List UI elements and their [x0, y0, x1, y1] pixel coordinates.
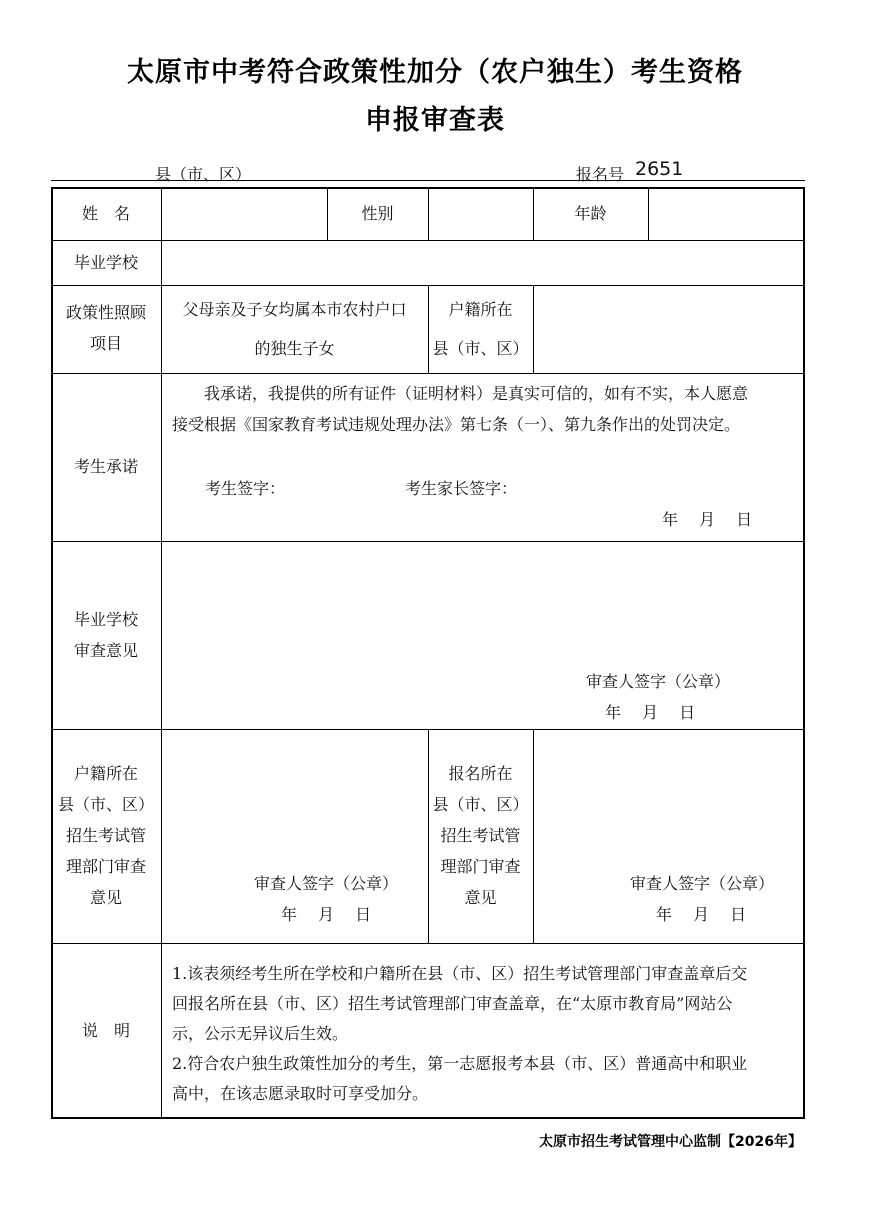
pledge-label: 考生承诺 [73, 457, 138, 476]
dept-left-label-5: 意见 [89, 888, 122, 907]
gender-field[interactable] [429, 188, 533, 240]
school-label: 毕业学校 [73, 253, 138, 272]
dept-left-label-3: 招生考试管 [65, 826, 146, 845]
col-divider [161, 187, 162, 1119]
form-title-line2: 申报审查表 [365, 105, 505, 136]
school-review-label-1: 毕业学校 [73, 610, 138, 629]
hukou-field[interactable] [534, 286, 804, 373]
dept-left-date: 年 月 日 [281, 905, 372, 924]
notes-label: 说 明 [81, 1021, 130, 1040]
school-review-signer: 审查人签字（公章） [586, 672, 731, 691]
policy-label-2: 项目 [89, 334, 122, 353]
parent-sign-label: 考生家长签字： [405, 479, 518, 498]
row-divider [51, 943, 805, 944]
notes-line-5: 高中，在该志愿录取时可享受加分。 [172, 1084, 429, 1103]
dept-mid-label-5: 意见 [464, 888, 497, 907]
age-label: 年龄 [574, 204, 607, 223]
notes-line-4: 2.符合农户独生政策性加分的考生，第一志愿报考本县（市、区）普通高中和职业 [172, 1054, 748, 1073]
school-field[interactable] [162, 241, 804, 285]
name-field[interactable] [162, 188, 327, 240]
notes-line-3: 示，公示无异议后生效。 [172, 1024, 349, 1043]
dept-mid-label-3: 招生考试管 [440, 826, 521, 845]
gender-label: 性别 [361, 204, 394, 223]
dept-mid-label-4: 理部门审查 [440, 857, 521, 876]
dept-left-label-2: 县（市、区） [57, 795, 154, 814]
name-label: 姓 名 [81, 204, 130, 223]
form-title-line1: 太原市中考符合政策性加分（农户独生）考生资格 [127, 57, 743, 88]
dept-left-label-1: 户籍所在 [73, 764, 138, 783]
reg-number-value: 2651 [635, 158, 684, 180]
reg-number-label: 报名号 [576, 165, 625, 184]
student-sign-label: 考生签字： [205, 479, 286, 498]
col-divider [533, 729, 534, 943]
dept-right-date: 年 月 日 [656, 905, 747, 924]
hukou-label-1: 户籍所在 [448, 300, 513, 319]
age-field[interactable] [649, 188, 804, 240]
dept-mid-label-1: 报名所在 [448, 764, 513, 783]
policy-value-2: 的独生子女 [254, 339, 335, 358]
policy-value-1: 父母亲及子女均属本市农村户口 [182, 300, 407, 319]
dept-left-signer: 审查人签字（公章） [254, 874, 399, 893]
footer-issuer: 太原市招生考试管理中心监制【2026年】 [539, 1134, 802, 1150]
notes-line-2: 回报名所在县（市、区）招生考试管理部门审查盖章，在“太原市教育局”网站公 [172, 994, 733, 1013]
pledge-text-1: 我承诺，我提供的所有证件（证明材料）是真实可信的，如有不实，本人愿意 [204, 384, 749, 403]
row-divider [51, 373, 805, 374]
row-divider [51, 541, 805, 542]
notes-line-1: 1.该表须经考生所在学校和户籍所在县（市、区）招生考试管理部门审查盖章后交 [172, 964, 748, 983]
dept-mid-label-2: 县（市、区） [432, 795, 529, 814]
hukou-label-2: 县（市、区） [432, 339, 529, 358]
pledge-text-2: 接受根据《国家教育考试违规处理办法》第七条（一）、第九条作出的处罚决定。 [172, 415, 741, 434]
school-review-date: 年 月 日 [605, 703, 696, 722]
dept-left-label-4: 理部门审查 [65, 857, 146, 876]
pledge-date: 年 月 日 [662, 510, 753, 529]
school-review-label-2: 审查意见 [73, 641, 138, 660]
dept-right-signer: 审查人签字（公章） [630, 874, 775, 893]
county-label: 县（市、区） [155, 165, 252, 184]
policy-label-1: 政策性照顾 [65, 303, 146, 322]
